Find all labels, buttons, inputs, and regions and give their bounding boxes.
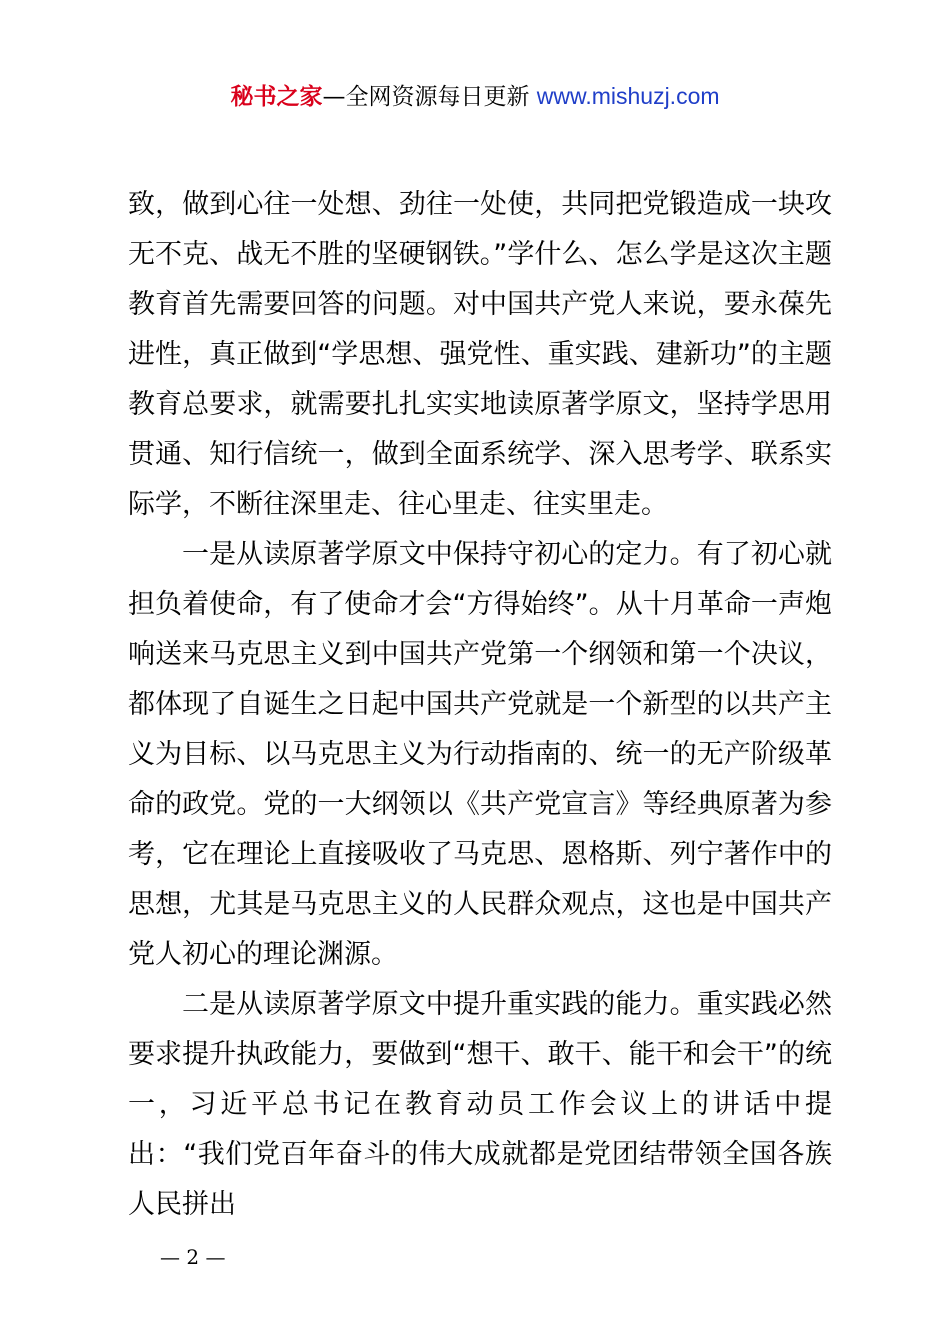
site-header	[0, 80, 950, 113]
paragraph-point-two: 二是从读原著学原文中提升重实践的能力。重实践必然要求提升执政能力，要做到“想干、敢干、能干和会干”的统一，习近平总书记在教育动员工作会议上的讲话中提出：“我们党百年奋斗的伟大成就都是党团结带领全国各族人民拼出	[128, 989, 832, 1220]
paragraph-point-one: 一是从读原著学原文中保持守初心的定力。有了初心就担负着使命，有了使命才会“方得始终”。从十月革命一声炮响送来马克思主义到中国共产党第一个纲领和第一个决议，都体现了自诞生之日起中国共产党就是一个新型的以共产主义为目标、以马克思主义为行动指南的、统一的无产阶级革命的政党。党的一大纲领以《共产党宣言》等经典原著为参考，它在理论上直接吸收了马克思、恩格斯、列宁著作中的思想，尤其是马克思主义的人民群众观点，这也是中国共产党人初心的理论渊源。	[128, 539, 832, 970]
header-tagline: —全网资源每日更新	[322, 84, 537, 110]
page-number: — 2 —	[160, 1245, 226, 1269]
brand-name: 秘书之家	[230, 84, 323, 110]
site-url-link[interactable]: www.mishuzj.com	[536, 83, 720, 109]
paragraph-continued: 致，做到心往一处想、劲往一处使，共同把党锻造成一块攻无不克、战无不胜的坚硬钢铁。”学什么、怎么学是这次主题教育首先需要回答的问题。对中国共产党人来说，要永葆先进性，真正做到“学思想、强党性、重实践、建新功”的主题教育总要求，就需要扎扎实实地读原著学原文，坚持学思用贯通、知行信统一，做到全面系统学、深入思考学、联系实际学，不断往深里走、往心里走、往实里走。	[128, 189, 832, 520]
document-body	[128, 180, 832, 1230]
